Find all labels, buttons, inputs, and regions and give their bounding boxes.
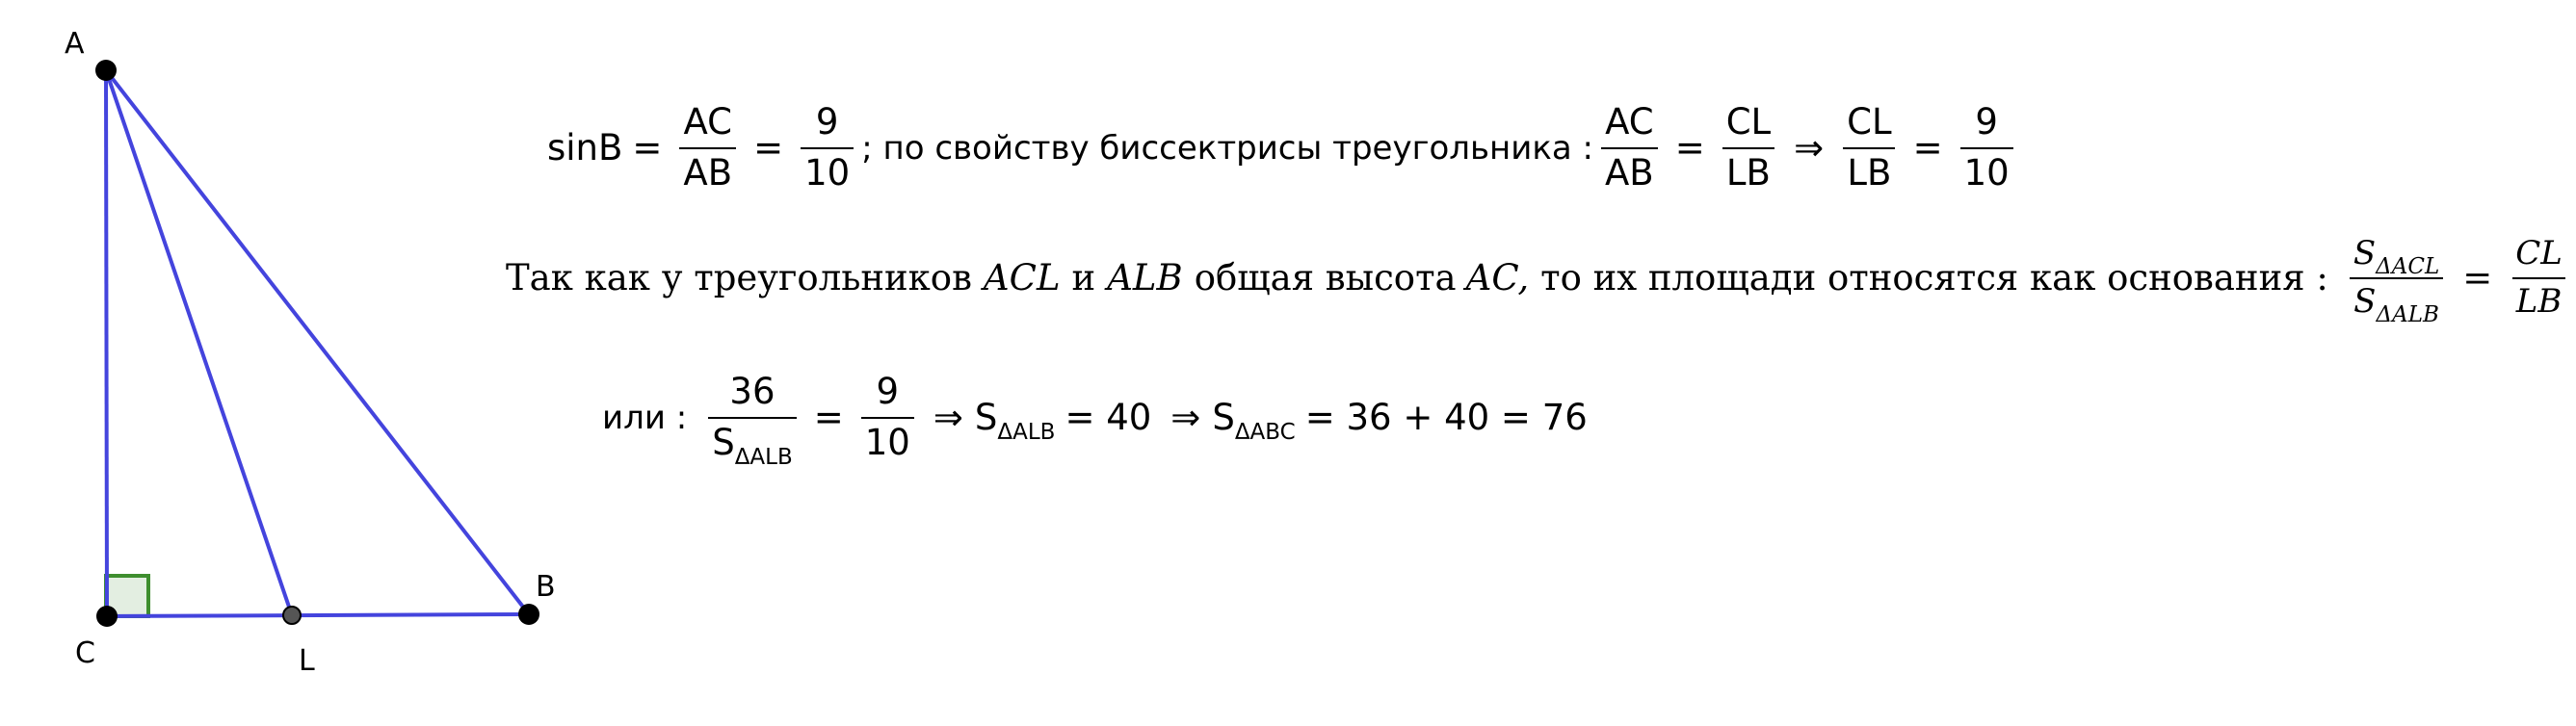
numerator: AC [1605,101,1654,143]
equals-sign: = [1674,127,1705,169]
fraction-9-10 [1960,101,2013,194]
numerator: CL [1725,101,1772,143]
fraction-area-ACL-ALB [2350,234,2443,327]
fraction-9-10 [801,101,854,194]
denominator: LB [1722,147,1774,193]
fraction-AC-AB [1601,101,1658,194]
equals-sign: = [753,127,784,169]
numerator: AC [683,101,732,143]
equals-sign: = [2462,257,2493,299]
area-symbol: S [1212,397,1235,439]
label-B: B [536,570,556,604]
text-segment: Так как у треугольников [506,257,972,299]
subscript: ΔALB [2376,301,2439,327]
implies-arrow: ⇒ [1794,127,1825,169]
implies-arrow: ⇒ [1170,397,1201,439]
numerator [2350,234,2443,279]
sinB-label: sinB [547,127,623,169]
subscript: ΔACL [2376,254,2440,279]
denominator: LB [2512,277,2566,320]
area-symbol: S [2353,281,2377,321]
height-AC: AC, [1465,257,1530,299]
area-ALB [974,397,1056,446]
triangle-ALB: ALB [1107,257,1183,299]
bisector-property-text: ; по свойству биссектрисы треугольника : [861,128,1593,168]
segment-AB [106,70,529,614]
text-segment: то их площади относятся как основания : [1540,257,2328,299]
denominator [708,417,797,470]
area-symbol: S [2353,234,2377,272]
point-B [518,604,539,625]
text-segment: общая высота [1194,257,1457,299]
triangle-ACL: ACL [983,257,1061,299]
label-L: L [299,644,315,678]
subscript: ΔALB [997,420,1056,446]
text-segment: и [1071,257,1096,299]
numerator: CL [1847,101,1892,143]
triangle-diagram [0,0,597,726]
equals-sign: = [813,397,844,439]
denominator: AB [679,147,736,193]
denominator: AB [1601,147,1658,193]
equation-area-result [602,371,1588,470]
denominator: 10 [861,417,914,462]
denominator: 10 [801,147,854,193]
label-A: A [65,27,85,61]
point-A [95,60,117,81]
fraction-9-10 [861,371,914,463]
point-C [96,606,118,627]
fraction-36-area [708,371,797,470]
numerator: 9 [1975,101,1998,143]
segment-AL [106,70,292,615]
subscript: ΔABC [1234,420,1296,446]
or-label: или : [602,398,688,437]
area-symbol: S [974,397,998,439]
numerator: 9 [876,371,900,412]
result-ABC: = 36 + 40 = 76 [1304,397,1588,439]
numerator: 9 [815,101,839,143]
area-symbol: S [712,421,735,463]
fraction-CL-LB [1843,101,1895,194]
denominator [2350,277,2443,327]
denominator: LB [1843,147,1895,193]
fraction-AC-AB [679,101,736,194]
fraction-CL-LB [1722,101,1774,194]
point-L [283,607,301,624]
fraction-CL-LB [2511,234,2566,321]
implies-arrow: ⇒ [933,397,963,439]
denominator: 10 [1960,147,2013,193]
numerator: CL [2515,234,2563,272]
result-ALB: = 40 [1065,397,1152,439]
equation-area-ratio [506,234,2576,327]
subscript: ΔALB [734,444,793,470]
area-ABC [1212,397,1296,446]
equals-sign: = [632,127,663,169]
label-C: C [75,636,95,670]
segment-AC [106,70,107,616]
segment-CB [107,614,529,616]
equation-sine-bisector [547,101,2021,194]
equals-sign: = [1912,127,1943,169]
numerator: 36 [729,371,775,412]
